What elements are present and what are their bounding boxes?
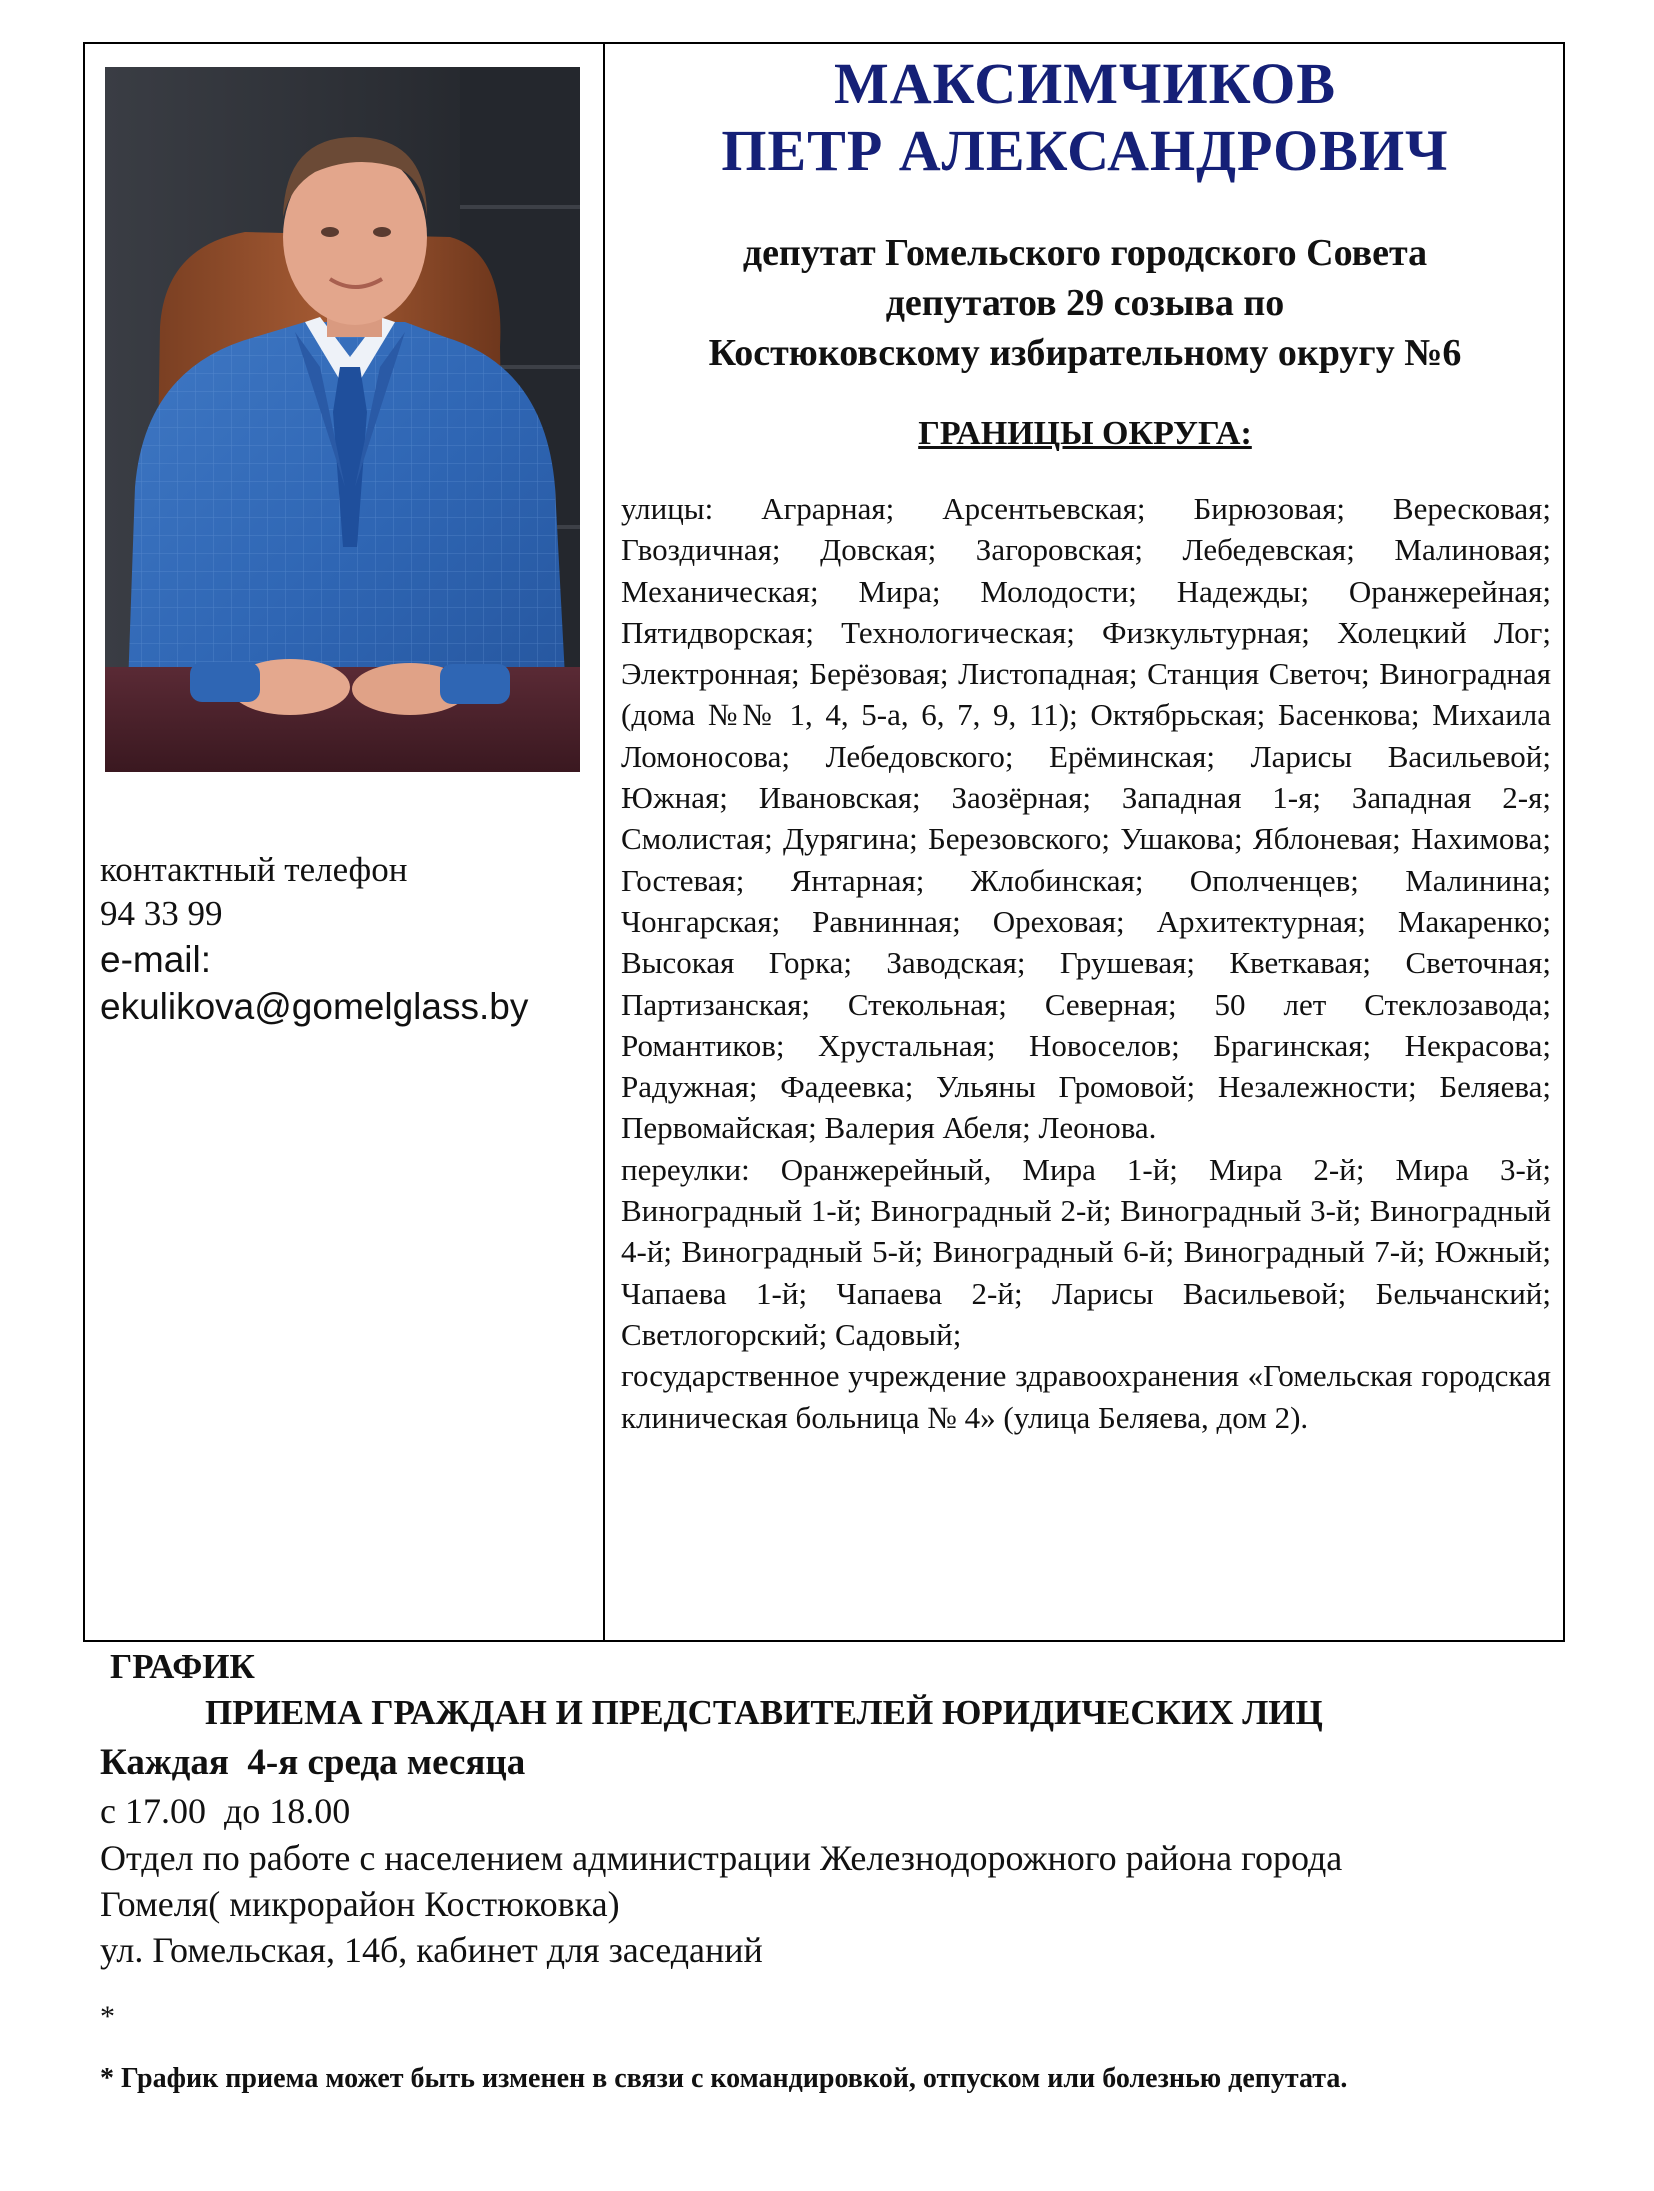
role-line-3: Костюковскому избирательному округу №6	[708, 332, 1462, 374]
schedule-place-line-1: Отдел по работе с населением администрации Железнодорожного района города	[100, 1838, 1343, 1878]
row-divider	[83, 1640, 1565, 1642]
schedule-asterisk: *	[100, 2000, 115, 2033]
lanes-list: переулки: Оранжерейный, Мира 1-й; Мира 2-й; Мира 3-й; Виноградный 1-й; Виноградный 2-й; Виноградный 3-й; Виноградный 4-й; Виноградный 5-й; Виноградный 6-й; Виноградный 7-й; Южный; Чапаева 1-й; Чапаева 2-й; Ларисы Васильевой; Бельчанский; Светлогорский; Садовый;	[621, 1151, 1551, 1352]
role-line-1: депутат Гомельского городского Совета	[742, 232, 1428, 274]
contact-block	[100, 848, 595, 1030]
surname: МАКСИМЧИКОВ	[833, 51, 1337, 116]
schedule-title: ГРАФИК	[110, 1647, 255, 1686]
boundaries-text	[621, 488, 1551, 1438]
schedule-place-line-2: Гомеля( микрорайон Костюковка)	[100, 1884, 620, 1924]
given-names: ПЕТР АЛЕКСАНДРОВИЧ	[721, 118, 1449, 183]
deputy-role	[605, 228, 1565, 378]
schedule-time: с 17.00 до 18.00	[100, 1791, 351, 1831]
email-label: e-mail:	[100, 939, 212, 980]
streets-list: улицы: Аграрная; Арсентьевская; Бирюзовая; Вересковая; Гвоздичная; Довская; Загоровская; Лебедевская; Малиновая; Механическая; Мира; Молодости; Надежды; Оранжерейная; Пятидворская; Технологическая; Физкультурная; Холецкий Лог; Электронная; Берёзовая; Листопадная; Станция Светоч; Виноградная (дома №№ 1, 4, 5-а, 6, 7, 9, 11); Октябрьская; Басенкова; Михаила Ломоносова; Лебедовского; Ерёминская; Ларисы Васильевой; Южная; Ивановская; Заозёрная; Западная 1-я; Западная 2-я; Смолистая; Дурягина; Березовского; Ушакова; Яблоневая; Нахимова; Гостевая; Янтарная; Жлобинская; Ополченцев; Малинина; Чонгарская; Равнинная; Ореховая; Архитектурная; Макаренко; Высокая Горка; Заводская; Грушевая; Кветкавая; Светочная; Партизанская; Стекольная; Северная; 50 лет Стеклозавода; Романтиков; Хрустальная; Новоселов; Брагинская; Некрасова; Радужная; Фадеевка; Ульяны Громовой; Незалежности; Беляева; Первомайская; Валерия Абеля; Леонова.	[621, 491, 1551, 1146]
phone-number: 94 33 99	[100, 894, 223, 933]
footnote: * График приема может быть изменен в связи с командировкой, отпуском или болезнью депутата.	[100, 2063, 1348, 2094]
role-line-2: депутатов 29 созыва по	[885, 282, 1285, 324]
institution-text: государственное учреждение здравоохранения «Гомельская городская клиническая больница № 4» (улица Беляева, дом 2).	[621, 1358, 1551, 1435]
schedule-address: ул. Гомельская, 14б, кабинет для заседаний	[100, 1930, 763, 1970]
deputy-name	[605, 50, 1565, 184]
email-address[interactable]: ekulikova@gomelglass.by	[100, 986, 529, 1027]
boundaries-title: ГРАНИЦЫ ОКРУГА:	[918, 415, 1252, 452]
phone-label: контактный телефон	[100, 850, 408, 889]
schedule-subtitle: ПРИЕМА ГРАЖДАН И ПРЕДСТАВИТЕЛЕЙ ЮРИДИЧЕСКИХ ЛИЦ	[205, 1693, 1323, 1732]
schedule-day: Каждая 4-я среда месяца	[100, 1742, 526, 1783]
deputy-photo	[105, 67, 580, 772]
